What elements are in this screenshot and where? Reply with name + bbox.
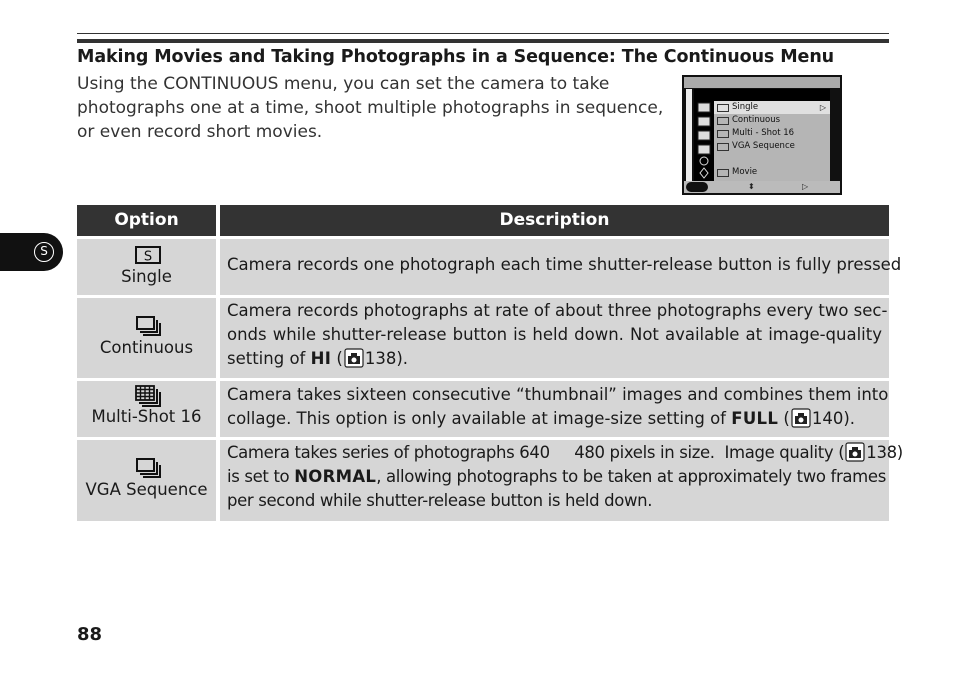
- description-column-header: Description: [220, 205, 889, 236]
- camera-lcd-illustration: [682, 75, 842, 195]
- description-line: Camera takes series of photographs 640 480 pixels in size. Image quality ( 138): [227, 443, 903, 462]
- multi-shot-icon: [133, 385, 163, 407]
- chapter-tab: [0, 233, 63, 271]
- lcd-menu-list: [714, 101, 830, 181]
- option-cell-single: [77, 239, 216, 295]
- size-keyword: FULL: [731, 409, 779, 428]
- description-cell: [220, 381, 889, 437]
- description-cell: [220, 239, 902, 295]
- lcd-menu-item: Single ▷: [714, 101, 830, 114]
- page-reference-icon: [845, 442, 865, 462]
- lcd-left-column: [686, 89, 692, 193]
- lcd-bottom-bar: [684, 181, 840, 193]
- single-frame-icon: [717, 104, 729, 112]
- page-reference: 138: [866, 443, 897, 462]
- quality-keyword: NORMAL: [294, 467, 377, 486]
- description-line: Camera records one photograph each time shutter-release button is fully pressed: [227, 255, 902, 274]
- movie-icon: [717, 169, 729, 177]
- option-label: Single: [121, 267, 172, 286]
- top-rule-thin: [77, 33, 889, 34]
- description-line: Camera records photographs at rate of about three photographs every two sec-: [227, 301, 888, 320]
- svg-text:S: S: [143, 249, 153, 265]
- description-line: per second while shutter-release button is held down.: [227, 491, 653, 510]
- intro-line: photographs one at a time, shoot multiple photographs in sequence,: [77, 98, 664, 118]
- page-number: 88: [77, 624, 103, 645]
- up-down-arrows-icon: ⬍: [748, 182, 755, 191]
- right-arrow-icon: ▷: [802, 182, 809, 191]
- vga-sequence-icon: [717, 143, 729, 151]
- quality-keyword: HI: [310, 349, 332, 368]
- intro-line: or even record short movies.: [77, 122, 323, 142]
- description-line: Camera takes sixteen consecutive “thumbnail” images and combines them into: [227, 385, 889, 404]
- description-line: collage. This option is only available at image-size setting of FULL ( 140).: [227, 409, 856, 428]
- description-cell: [220, 440, 903, 521]
- section-heading: Making Movies and Taking Photographs in a Sequence: The Continuous Menu: [77, 47, 835, 67]
- lcd-menu-item: VGA Sequence: [714, 140, 830, 153]
- option-label: VGA Sequence: [85, 480, 208, 499]
- lcd-side-icons: [694, 89, 714, 181]
- option-label: Multi-Shot 16: [91, 407, 202, 426]
- option-column-header: Option: [77, 205, 216, 236]
- description-line: onds while shutter-release button is held down. Not available at image-quality: [227, 325, 882, 344]
- shooting-mode-icon: S: [34, 242, 54, 262]
- description-line: setting of HI ( 138).: [227, 349, 409, 368]
- multi-shot-icon: [717, 130, 729, 138]
- lcd-menu-item: Movie: [714, 166, 830, 179]
- lcd-pill-icon: [686, 182, 708, 192]
- description-cell: [220, 298, 889, 378]
- intro-line: Using the CONTINUOUS menu, you can set the camera to take: [77, 74, 610, 94]
- option-cell-multi-shot: [77, 381, 216, 437]
- option-label: Continuous: [99, 338, 194, 357]
- vga-sequence-icon: [133, 457, 163, 479]
- page-reference-icon: [344, 348, 364, 368]
- lcd-menu-item: Multi - Shot 16: [714, 127, 830, 140]
- page-reference-icon: [791, 408, 811, 428]
- continuous-icon: [133, 315, 163, 337]
- intro-paragraph: [77, 72, 664, 144]
- top-rule-thick: [77, 39, 889, 43]
- lcd-menu-item: Continuous: [714, 114, 830, 127]
- description-line: is set to NORMAL, allowing photographs to be taken at approximately two frames: [227, 467, 886, 486]
- option-cell-vga-sequence: [77, 440, 216, 521]
- lcd-top-bar: [684, 77, 840, 88]
- page-reference: 138: [364, 349, 397, 368]
- page-reference: 140: [811, 409, 844, 428]
- continuous-icon: [717, 117, 729, 125]
- single-frame-icon: [133, 244, 163, 266]
- option-cell-continuous: [77, 298, 216, 378]
